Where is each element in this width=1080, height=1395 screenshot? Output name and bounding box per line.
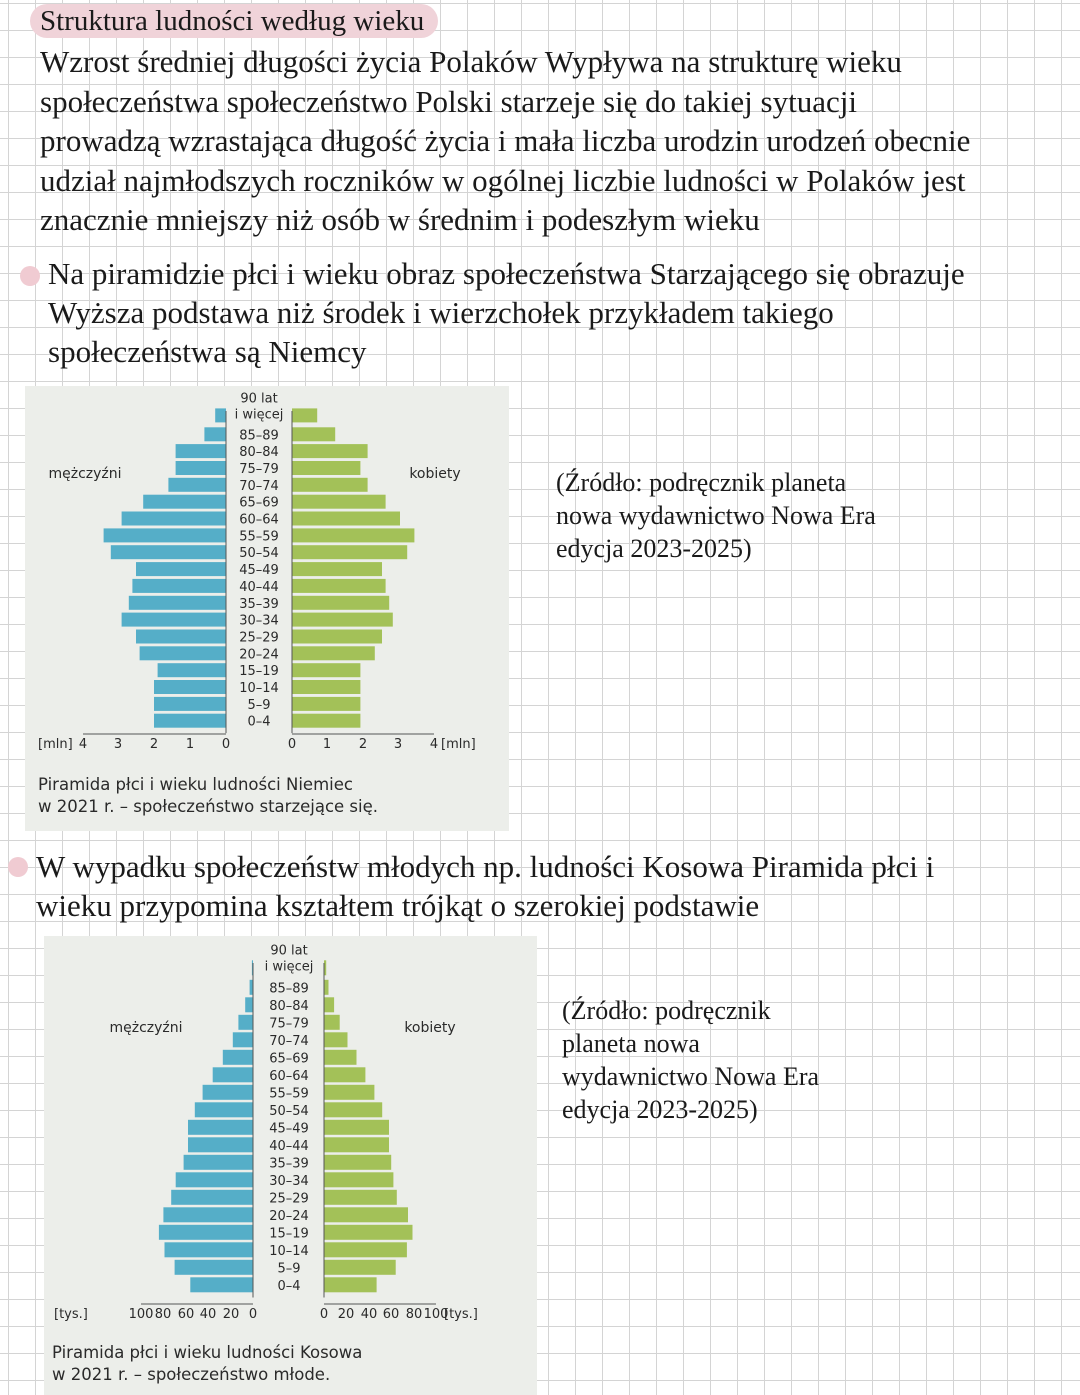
age-group-label: i więcej bbox=[234, 407, 284, 423]
bar-women bbox=[292, 461, 360, 475]
source-note-2 bbox=[562, 994, 819, 1126]
women-label: kobiety bbox=[409, 466, 461, 482]
tick-label-left: 60 bbox=[177, 1307, 195, 1322]
tick-label-left: 40 bbox=[199, 1307, 217, 1322]
bar-women bbox=[324, 980, 329, 995]
tick-label-right: 3 bbox=[393, 737, 403, 752]
tick-label-right: 80 bbox=[405, 1307, 423, 1322]
intro-line: prowadzą wzrastająca długość życia i mała liczba urodzin urodzeń obecnie bbox=[40, 123, 971, 158]
bar-women bbox=[324, 1137, 389, 1152]
source-note-1 bbox=[556, 466, 876, 565]
bar-men bbox=[204, 427, 226, 441]
bar-men bbox=[163, 1207, 253, 1222]
bar-men bbox=[238, 1015, 253, 1030]
age-group-label: 50–54 bbox=[239, 546, 279, 562]
age-group-label: 30–34 bbox=[269, 1173, 309, 1189]
source-line: (Źródło: podręcznik bbox=[562, 996, 771, 1025]
tick-label-right: 4 bbox=[429, 737, 439, 752]
bar-men bbox=[136, 630, 226, 644]
source-line: nowa wydawnictwo Nowa Era bbox=[556, 501, 876, 530]
bar-women bbox=[324, 1207, 408, 1222]
bar-men bbox=[233, 1032, 253, 1047]
bar-women bbox=[292, 646, 375, 660]
age-group-label: 10–14 bbox=[269, 1243, 309, 1259]
bar-women bbox=[292, 680, 360, 694]
bullet-line: wieku przypomina kształtem trójkąt o szerokiej podstawie bbox=[36, 888, 760, 923]
age-group-label: 45–49 bbox=[269, 1121, 309, 1137]
unit-label-left: [tys.] bbox=[54, 1307, 88, 1322]
tick-label-left: 4 bbox=[78, 737, 88, 752]
age-group-label: 15–19 bbox=[269, 1226, 309, 1242]
bar-women bbox=[292, 663, 360, 677]
bullet-line: Na piramidzie płci i wieku obraz społeczeństwa Starzającego się obrazuje bbox=[48, 256, 965, 291]
men-label: mężczyźni bbox=[48, 466, 122, 482]
bar-men bbox=[122, 613, 226, 627]
bullet-line: W wypadku społeczeństw młodych np. ludności Kosowa Piramida płci i bbox=[36, 849, 935, 884]
intro-line: Wzrost średniej długości życia Polaków Wypływa na strukturę wieku bbox=[40, 44, 902, 79]
age-group-label: 45–49 bbox=[239, 563, 279, 579]
age-group-label: 80–84 bbox=[269, 998, 309, 1014]
tick-label-right: 0 bbox=[319, 1307, 329, 1322]
bar-women bbox=[292, 714, 360, 728]
age-group-label: 5–9 bbox=[247, 697, 271, 713]
age-group-label: 90 lat bbox=[240, 391, 278, 407]
age-group-label: 80–84 bbox=[239, 445, 279, 461]
bar-men bbox=[176, 444, 226, 458]
bar-women bbox=[324, 1085, 374, 1100]
source-line: (Źródło: podręcznik planeta bbox=[556, 468, 847, 497]
age-group-label: 60–64 bbox=[239, 512, 279, 528]
bar-men bbox=[250, 980, 253, 995]
bar-women bbox=[292, 545, 407, 559]
caption-line: w 2021 r. – społeczeństwo młode. bbox=[52, 1365, 331, 1384]
bar-women bbox=[292, 528, 414, 542]
age-group-label: 25–29 bbox=[269, 1191, 309, 1207]
tick-label-left: 20 bbox=[222, 1307, 240, 1322]
bar-women bbox=[324, 1155, 391, 1170]
bar-women bbox=[292, 596, 389, 610]
age-group-label: 10–14 bbox=[239, 681, 279, 696]
bullet-text-germany bbox=[48, 254, 1078, 371]
age-group-label: 40–44 bbox=[269, 1138, 309, 1154]
age-group-label: 20–24 bbox=[269, 1208, 309, 1224]
bar-men bbox=[140, 646, 226, 660]
source-line: edycja 2023-2025) bbox=[562, 1095, 758, 1124]
tick-label-left: 0 bbox=[221, 737, 231, 752]
bar-women bbox=[324, 1067, 365, 1082]
bar-women bbox=[324, 1225, 413, 1240]
page-heading: Struktura ludności według wieku bbox=[30, 4, 438, 38]
bar-men bbox=[190, 1277, 253, 1292]
tick-label-left: 0 bbox=[248, 1307, 258, 1322]
bar-men bbox=[213, 1067, 253, 1082]
age-group-label: 70–74 bbox=[239, 478, 279, 494]
bar-men bbox=[215, 408, 226, 422]
bar-men bbox=[132, 579, 226, 593]
bar-women bbox=[324, 1015, 340, 1030]
tick-label-right: 0 bbox=[287, 737, 297, 752]
age-group-label: 55–59 bbox=[269, 1086, 309, 1102]
tick-label-left: 100 bbox=[128, 1307, 154, 1322]
tick-label-left: 2 bbox=[149, 737, 159, 752]
age-group-label: 55–59 bbox=[239, 529, 279, 545]
age-group-label: 85–89 bbox=[269, 981, 309, 997]
bar-women bbox=[292, 408, 317, 422]
age-group-label: 40–44 bbox=[239, 579, 279, 595]
bar-women bbox=[292, 630, 382, 644]
age-group-label: 15–19 bbox=[239, 664, 279, 680]
age-group-label: 35–39 bbox=[269, 1156, 309, 1172]
tick-label-right: 60 bbox=[382, 1307, 400, 1322]
age-group-label: 90 lat bbox=[270, 943, 308, 959]
bar-men bbox=[104, 528, 226, 542]
age-group-label: 85–89 bbox=[239, 428, 279, 444]
pyramid-kosovo-caption bbox=[52, 1342, 362, 1386]
bar-men bbox=[168, 478, 226, 492]
bullet-dot-1 bbox=[20, 266, 40, 286]
tick-label-left: 3 bbox=[113, 737, 123, 752]
bar-women bbox=[324, 1172, 393, 1187]
source-line: edycja 2023-2025) bbox=[556, 534, 752, 563]
tick-label-right: 20 bbox=[337, 1307, 355, 1322]
bar-women bbox=[324, 1050, 357, 1065]
age-group-label: 0–4 bbox=[247, 714, 271, 730]
bar-women bbox=[324, 1102, 382, 1117]
age-group-label: 0–4 bbox=[277, 1278, 301, 1294]
bar-women bbox=[292, 478, 368, 492]
age-group-label: 30–34 bbox=[239, 613, 279, 629]
bar-men bbox=[184, 1155, 253, 1170]
bar-men bbox=[176, 461, 226, 475]
caption-line: Piramida płci i wieku ludności Niemiec bbox=[38, 775, 353, 794]
bullet-line: Wyższa podstawa niż środek i wierzchołek przykładem takiego bbox=[48, 295, 834, 330]
bar-women bbox=[292, 512, 400, 526]
age-group-label: 60–64 bbox=[269, 1068, 309, 1084]
bar-women bbox=[324, 1032, 348, 1047]
bullet-dot-2 bbox=[8, 857, 28, 877]
age-group-label: 5–9 bbox=[277, 1261, 301, 1277]
source-line: wydawnictwo Nowa Era bbox=[562, 1062, 820, 1091]
bar-men bbox=[176, 1172, 253, 1187]
tick-label-left: 80 bbox=[154, 1307, 172, 1322]
bar-women bbox=[324, 1190, 397, 1205]
bar-men bbox=[195, 1102, 253, 1117]
age-group-label: i więcej bbox=[264, 959, 314, 975]
bar-women bbox=[292, 495, 386, 509]
men-label: mężczyźni bbox=[109, 1020, 183, 1036]
bullet-line: społeczeństwa są Niemcy bbox=[48, 334, 367, 369]
bar-men bbox=[154, 680, 226, 694]
tick-label-right: 100 bbox=[423, 1307, 449, 1322]
pyramid-kosovo-chart bbox=[44, 936, 537, 1395]
bar-men bbox=[129, 596, 226, 610]
pyramid-germany-chart bbox=[25, 386, 509, 831]
bar-men bbox=[223, 1050, 253, 1065]
bar-men bbox=[165, 1242, 254, 1257]
caption-line: Piramida płci i wieku ludności Kosowa bbox=[52, 1343, 363, 1362]
age-group-label: 20–24 bbox=[239, 647, 279, 663]
age-group-label: 75–79 bbox=[269, 1016, 309, 1032]
bar-women bbox=[324, 997, 334, 1012]
bar-women bbox=[292, 697, 360, 711]
intro-line: społeczeństwa społeczeństwo Polski starzeje się do takiej sytuacji bbox=[40, 83, 857, 119]
bar-women bbox=[292, 427, 335, 441]
age-group-label: 35–39 bbox=[239, 596, 279, 612]
bar-women bbox=[324, 1260, 396, 1275]
bar-men bbox=[175, 1260, 253, 1275]
pyramid-germany-card bbox=[25, 386, 509, 831]
age-group-label: 65–69 bbox=[269, 1051, 309, 1067]
bar-men bbox=[159, 1225, 253, 1240]
bar-men bbox=[171, 1190, 253, 1205]
pyramid-kosovo-card bbox=[44, 936, 537, 1395]
source-line: planeta nowa bbox=[562, 1029, 700, 1058]
bar-men bbox=[154, 697, 226, 711]
tick-label-right: 2 bbox=[358, 737, 368, 752]
bar-men bbox=[122, 512, 226, 526]
intro-line: udział najmłodszych roczników w ogólnej liczbie ludności w Polaków jest bbox=[40, 162, 966, 198]
age-group-label: 50–54 bbox=[269, 1103, 309, 1119]
bar-men bbox=[203, 1085, 253, 1100]
bar-women bbox=[292, 444, 368, 458]
bar-women bbox=[292, 579, 386, 593]
bullet-text-kosovo bbox=[36, 847, 1076, 925]
bar-men bbox=[111, 545, 226, 559]
bar-women bbox=[324, 1277, 377, 1292]
tick-label-right: 1 bbox=[322, 737, 332, 752]
tick-label-right: 40 bbox=[360, 1307, 378, 1322]
bar-men bbox=[158, 663, 226, 677]
bar-men bbox=[143, 495, 226, 509]
women-label: kobiety bbox=[404, 1020, 456, 1036]
bar-men bbox=[245, 997, 253, 1012]
pyramid-germany-caption bbox=[38, 774, 378, 818]
age-group-label: 65–69 bbox=[239, 495, 279, 511]
bar-men bbox=[188, 1137, 253, 1152]
bar-women bbox=[292, 613, 393, 627]
bar-men bbox=[136, 562, 226, 576]
tick-label-left: 1 bbox=[185, 737, 195, 752]
age-group-label: 70–74 bbox=[269, 1033, 309, 1049]
bar-men bbox=[188, 1120, 253, 1135]
age-group-label: 75–79 bbox=[239, 462, 279, 477]
caption-line: w 2021 r. – społeczeństwo starzejące się. bbox=[38, 797, 378, 816]
intro-paragraph bbox=[40, 42, 1075, 240]
bar-men bbox=[154, 714, 226, 728]
bar-women bbox=[292, 562, 382, 576]
bar-women bbox=[324, 1242, 407, 1257]
bar-women bbox=[324, 1120, 389, 1135]
unit-label-right: [mln] bbox=[441, 737, 476, 752]
intro-line: znacznie mniejszy niż osób w średnim i podeszłym wieku bbox=[40, 202, 760, 237]
unit-label-left: [mln] bbox=[38, 737, 73, 752]
unit-label-right: [tys.] bbox=[444, 1307, 478, 1322]
age-group-label: 25–29 bbox=[239, 630, 279, 646]
